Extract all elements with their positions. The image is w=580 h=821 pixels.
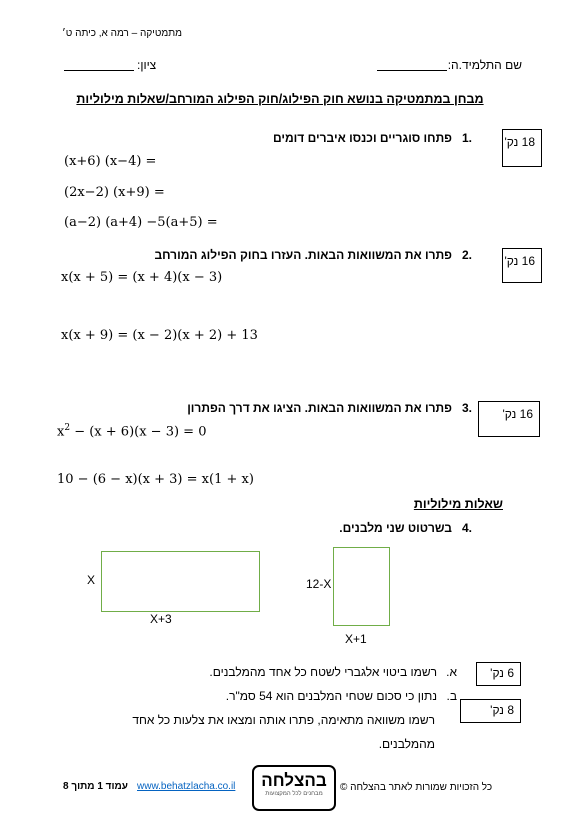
- q2-equation-1: x(x + 5) = (x + 4)(x − 3): [61, 270, 223, 285]
- q4-text: בשרטוט שני מלבנים.: [339, 521, 452, 535]
- part-a-points-box: [476, 662, 521, 686]
- q2-points-box: [502, 248, 542, 283]
- q1-number: 1.: [461, 131, 472, 145]
- q3-eq1-base: x: [57, 424, 65, 440]
- exam-title: מבחן במתמטיקה בנושא חוק הפילוג/חוק הפילוג המורחב/שאלות מילוליות: [76, 92, 484, 106]
- grade-field[interactable]: [64, 56, 134, 71]
- part-a-letter: א.: [446, 665, 457, 679]
- q1-expression-2: (2x−2) (x+9) =: [64, 185, 165, 200]
- q1-expression-1: (x+6) (x−4) =: [64, 154, 157, 169]
- rect2-bottom-label: X+1: [345, 632, 367, 646]
- q1-instruction: פתחו סוגריים וכנסו איברים דומים: [272, 131, 452, 145]
- footer-copyright: כל הזכויות שמורות לאתר בהצלחה ©: [340, 782, 493, 793]
- q1-points-box: [502, 129, 542, 167]
- rect1-side-label: X: [87, 573, 96, 587]
- q3-equation-1: [57, 423, 206, 439]
- q2-points: 16 נק': [504, 254, 535, 268]
- part-b-letter: ב.: [446, 689, 457, 703]
- q1-expression-3: (a−2) (a+4) −5(a+5) =: [64, 215, 218, 230]
- word-section-title: שאלות מילוליות: [413, 497, 503, 511]
- part-a-text: רשמו ביטוי אלגברי לשטח כל אחד מהמלבנים.: [209, 665, 437, 679]
- part-a-points: 6 נק': [490, 666, 514, 680]
- student-name-label: שם התלמיד.ה:: [447, 58, 522, 72]
- subject-header: מתמטיקה – רמה א, כיתה ט׳: [61, 28, 182, 39]
- q3-points: 16 נק': [502, 407, 533, 421]
- q1-points: 18 נק': [504, 135, 535, 149]
- part-b-line-2: רשמו משוואה מתאימה, פתרו אותה ומצאו את צלעות כל אחד: [132, 713, 435, 727]
- q3-eq1-exponent: 2: [64, 423, 71, 433]
- q3-points-box: [478, 401, 540, 437]
- q4-number: 4.: [461, 521, 472, 535]
- rect1-bottom-label: X+3: [150, 612, 172, 626]
- site-link[interactable]: www.behatzlacha.co.il: [137, 781, 236, 792]
- q3-equation-2: 10 − (6 − x)(x + 3) = x(1 + x): [57, 472, 254, 487]
- page-info: עמוד 1 מתוך 8: [63, 781, 128, 792]
- student-name-field[interactable]: [377, 56, 447, 71]
- logo-text: בהצלחה: [261, 771, 327, 790]
- part-b-line-3: מהמלבנים.: [378, 737, 435, 751]
- logo: [252, 765, 336, 811]
- q2-instruction: פתרו את המשוואות הבאות. העזרו בחוק הפילוג המורחב: [154, 248, 452, 262]
- grade-label: ציון:: [137, 58, 157, 72]
- part-b-points: 8 נק': [490, 703, 514, 717]
- part-b-points-box: [460, 699, 521, 723]
- rectangle-2: [333, 547, 390, 626]
- rect2-side-label: 12-X: [306, 577, 332, 591]
- part-b-line-1: נתון כי סכום שטחי המלבנים הוא 54 סמ"ר.: [225, 689, 437, 703]
- q3-number: 3.: [461, 401, 472, 415]
- q3-eq1-rest: − (x + 6)(x − 3) = 0: [70, 424, 207, 440]
- q3-instruction: פתרו את המשוואות הבאות. הציגו את דרך הפתרון: [187, 401, 452, 415]
- logo-subtext: מבחנים לכל המקצועות: [265, 791, 323, 797]
- q2-number: 2.: [461, 248, 472, 262]
- rectangle-1: [101, 551, 260, 612]
- q2-equation-2: x(x + 9) = (x − 2)(x + 2) + 13: [61, 328, 258, 343]
